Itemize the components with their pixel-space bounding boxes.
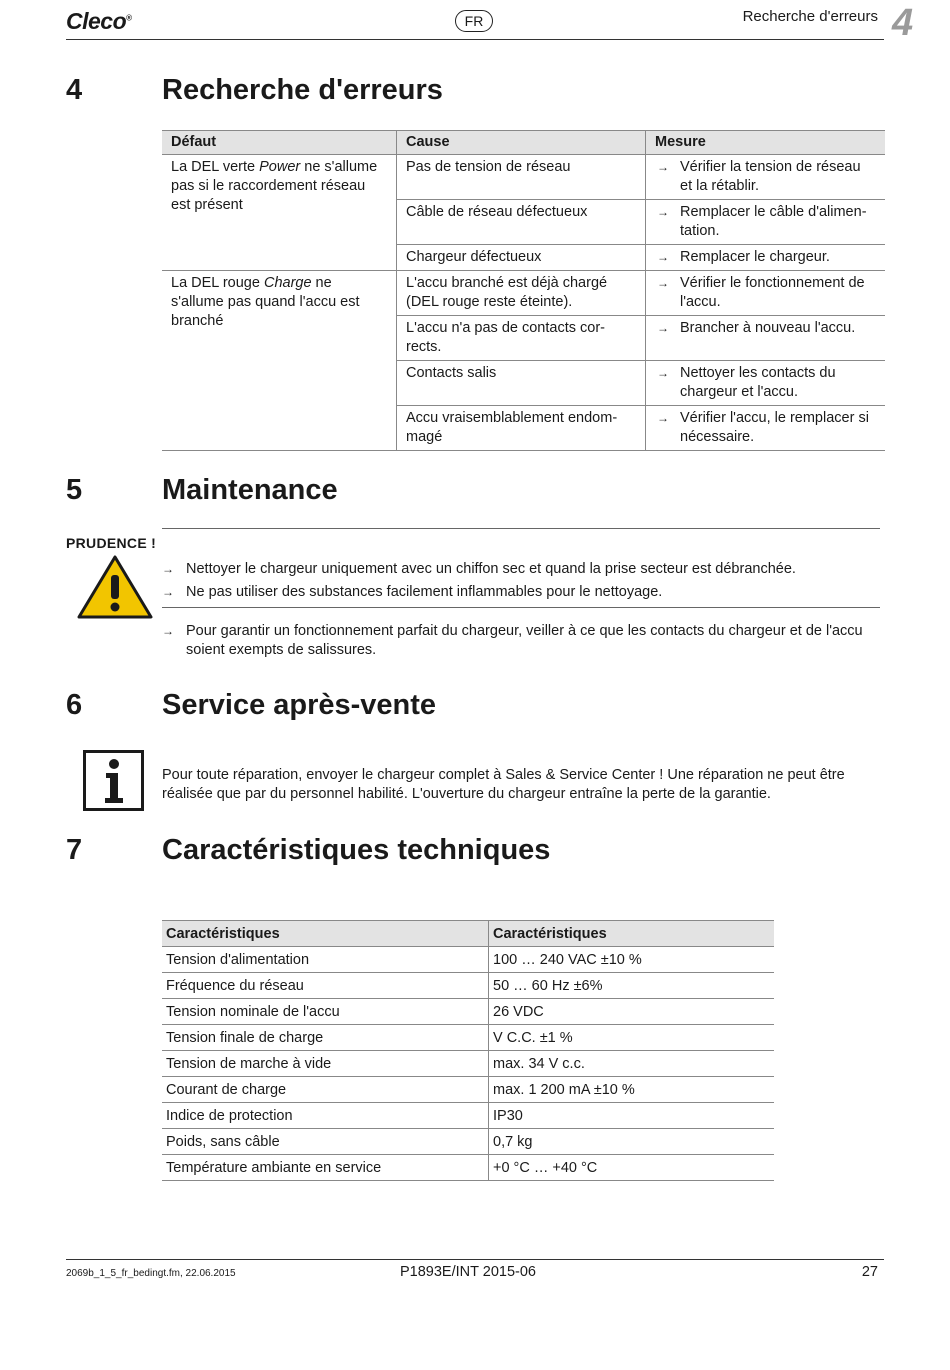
spec-value: 100 … 240 VAC ±10 % xyxy=(489,947,775,973)
arrow-icon: → xyxy=(162,562,174,576)
table-header-row xyxy=(162,921,774,947)
running-header-title: Recherche d'erreurs xyxy=(742,8,878,25)
arrow-icon: → xyxy=(657,160,669,174)
chapter-number: 4 xyxy=(892,2,914,44)
section-number: 5 xyxy=(66,474,83,506)
column-header: Défaut xyxy=(162,131,397,155)
column-header: Mesure xyxy=(646,131,886,155)
spec-value: 26 VDC xyxy=(489,999,775,1025)
instruction-item: → Pour garantir un fonctionnement parfait du chargeur, veiller à ce que les contacts du chargeur et de l'accu soient exempts de salissures. xyxy=(162,623,863,658)
table-row xyxy=(162,1025,774,1051)
section-title: Recherche d'erreurs xyxy=(162,74,443,106)
table-row xyxy=(162,973,774,999)
table-row xyxy=(162,1103,774,1129)
column-header: Cause xyxy=(397,131,646,155)
spec-value: +0 °C … +40 °C xyxy=(489,1155,775,1181)
defect-cell: La DEL rouge Charge ne s'allume pas quand l'accu est branché xyxy=(162,271,397,451)
section-title: Maintenance xyxy=(162,474,338,506)
spec-name: Température ambiante en service xyxy=(162,1155,489,1181)
spec-name: Tension d'alimentation xyxy=(162,947,489,973)
measure-cell: → Brancher à nouveau l'accu. xyxy=(646,316,886,361)
caution-item: → Ne pas utiliser des substances facilement inflammables pour le nettoyage. xyxy=(162,584,663,600)
spec-name: Tension de marche à vide xyxy=(162,1051,489,1077)
info-icon xyxy=(83,750,144,811)
measure-cell: → Vérifier le fonctionnement de l'accu. xyxy=(646,271,886,316)
measure-cell: → Vérifier l'accu, le remplacer si nécessaire. xyxy=(646,406,886,451)
table-row xyxy=(162,1051,774,1077)
measure-cell: → Vérifier la tension de réseau et la rétablir. xyxy=(646,155,886,200)
service-text: Pour toute réparation, envoyer le chargeur complet à Sales & Service Center ! Une réparation ne peut être réalisée que par du personnel habilité. L'ouverture du chargeur entraîne la perte de la garantie. xyxy=(162,767,845,802)
table-row xyxy=(162,1077,774,1103)
section-title: Service après-vente xyxy=(162,689,437,721)
arrow-icon: → xyxy=(657,276,669,290)
language-badge: FR xyxy=(455,10,493,32)
arrow-icon: → xyxy=(657,411,669,425)
troubleshooting-table xyxy=(162,130,885,451)
arrow-icon: → xyxy=(657,366,669,380)
section-number: 6 xyxy=(66,689,83,721)
arrow-icon: → xyxy=(162,585,174,599)
arrow-icon: → xyxy=(162,624,174,638)
spec-name: Courant de charge xyxy=(162,1077,489,1103)
footer-divider xyxy=(66,1259,884,1260)
spec-name: Fréquence du réseau xyxy=(162,973,489,999)
specifications-table xyxy=(162,920,774,1181)
table-row xyxy=(162,1129,774,1155)
measure-cell: → Remplacer le câble d'alimen-tation. xyxy=(646,200,886,245)
spec-value: IP30 xyxy=(489,1103,775,1129)
footer-file-info: 2069b_1_5_fr_bedingt.fm, 22.06.2015 xyxy=(66,1268,236,1279)
spec-value: max. 1 200 mA ±10 % xyxy=(489,1077,775,1103)
cause-cell: L'accu n'a pas de contacts cor-rects. xyxy=(397,316,646,361)
measure-cell: → Remplacer le chargeur. xyxy=(646,245,886,271)
warning-triangle-icon xyxy=(77,555,153,619)
cause-cell: Pas de tension de réseau xyxy=(397,155,646,200)
spec-value: 50 … 60 Hz ±6% xyxy=(489,973,775,999)
cause-cell: Accu vraisemblablement endom-magé xyxy=(397,406,646,451)
arrow-icon: → xyxy=(657,321,669,335)
column-header: Caractéristiques xyxy=(489,921,775,947)
footer-document-id: P1893E/INT 2015-06 xyxy=(400,1264,536,1280)
spec-name: Tension finale de charge xyxy=(162,1025,489,1051)
page-number: 27 xyxy=(861,1264,878,1280)
spec-name: Poids, sans câble xyxy=(162,1129,489,1155)
spec-name: Tension nominale de l'accu xyxy=(162,999,489,1025)
caution-label: PRUDENCE ! xyxy=(66,535,157,551)
caution-item: → Nettoyer le chargeur uniquement avec un chiffon sec et quand la prise secteur est débranchée. xyxy=(162,561,796,577)
section-number: 4 xyxy=(66,74,83,106)
table-row xyxy=(162,947,774,973)
measure-cell: → Nettoyer les contacts du chargeur et l'accu. xyxy=(646,361,886,406)
defect-cell: La DEL verte Power ne s'allume pas si le raccordement réseau est présent xyxy=(162,155,397,271)
caution-bottom-rule xyxy=(162,607,880,608)
table-header-row xyxy=(162,131,885,155)
table-row xyxy=(162,271,885,316)
section-title: Caractéristiques techniques xyxy=(162,834,551,866)
arrow-icon: → xyxy=(657,250,669,264)
arrow-icon: → xyxy=(657,205,669,219)
cause-cell: L'accu branché est déjà chargé (DEL rouge reste éteinte). xyxy=(397,271,646,316)
cause-cell: Contacts salis xyxy=(397,361,646,406)
cleco-logo: Cleco® xyxy=(66,8,132,34)
spec-value: 0,7 kg xyxy=(489,1129,775,1155)
cause-cell: Câble de réseau défectueux xyxy=(397,200,646,245)
cause-cell: Chargeur défectueux xyxy=(397,245,646,271)
column-header: Caractéristiques xyxy=(162,921,489,947)
table-row xyxy=(162,155,885,200)
table-row xyxy=(162,1155,774,1181)
caution-top-rule xyxy=(162,528,880,529)
section-number: 7 xyxy=(66,834,83,866)
spec-value: V C.C. ±1 % xyxy=(489,1025,775,1051)
header-divider xyxy=(66,39,884,40)
table-row xyxy=(162,999,774,1025)
spec-name: Indice de protection xyxy=(162,1103,489,1129)
spec-value: max. 34 V c.c. xyxy=(489,1051,775,1077)
